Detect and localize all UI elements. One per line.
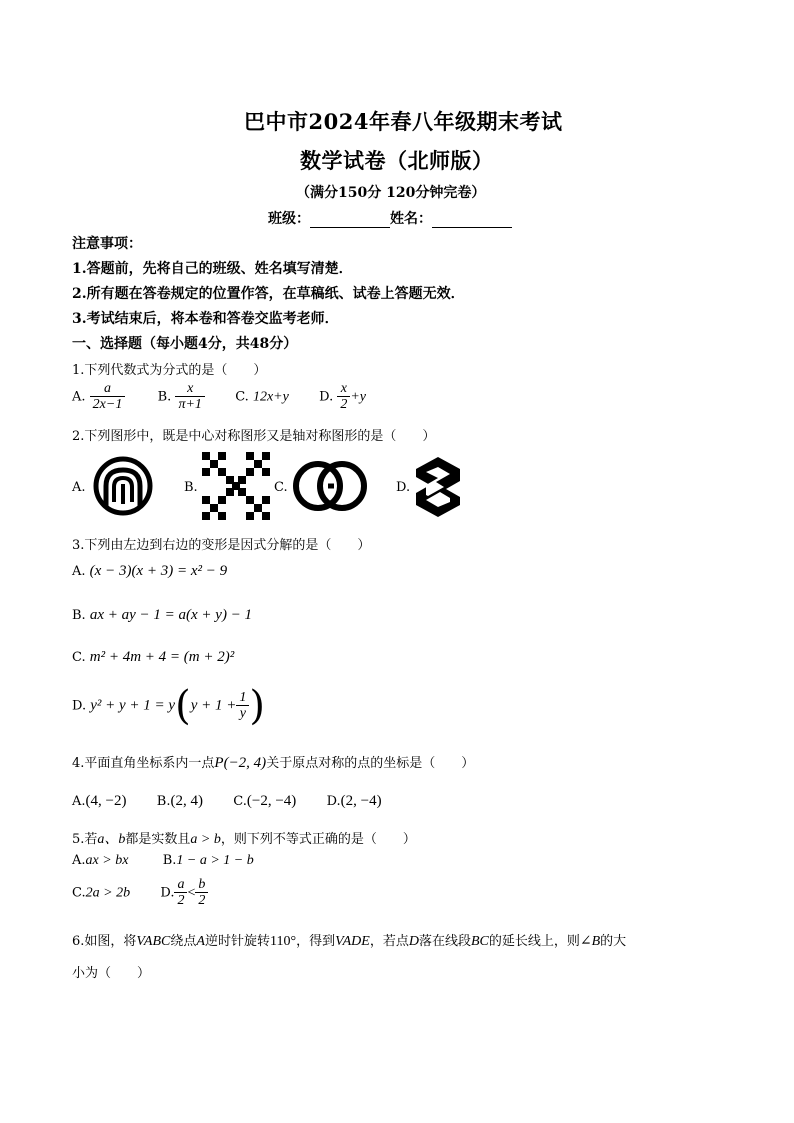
vars-ab: a、b [97, 832, 126, 847]
paren-close: ) [249, 683, 265, 729]
option-label: B. [157, 389, 172, 405]
option-4a: (4, −2) [85, 793, 127, 809]
option-label: D. [319, 389, 334, 405]
less-than: < [187, 885, 196, 901]
option-label: A. [72, 853, 86, 868]
option-label: B. [72, 608, 86, 623]
section-heading: 一、选择题（每小题4分，共48分） [72, 336, 298, 352]
hexagon-s-icon [414, 455, 462, 519]
exam-subject: 数学试卷（北师版） [300, 148, 494, 173]
interlocked-g-icon [292, 458, 368, 514]
option-5a: ax > bx [85, 853, 129, 868]
question-1-stem: 1.下列代数式为分式的是（ ） [72, 363, 267, 378]
angle-110: 110° [269, 934, 297, 949]
option-label: A. [72, 389, 86, 405]
notes-heading: 注意事项： [72, 236, 142, 252]
name-label: 姓名： [390, 211, 432, 227]
option-label: A. [72, 480, 86, 495]
question-5-stem: 5.若a、b都是实数且a > b，则下列不等式正确的是（ ） [72, 832, 416, 847]
question-1-options [72, 381, 366, 413]
fraction-5d-left: $\frac{a}{2}$ [174, 877, 187, 909]
point-a: A [196, 934, 205, 949]
name-blank [432, 213, 512, 228]
point-p: P(−2, 4) [214, 755, 267, 771]
note-item: 2.所有题在答卷规定的位置作答，在草稿纸、试卷上答题无效． [72, 286, 465, 302]
question-4-options [72, 793, 382, 810]
option-label: B. [156, 794, 171, 809]
question-3-option-c [72, 649, 234, 666]
option-label: D. [72, 698, 87, 714]
option-label: D. [326, 794, 341, 809]
question-3-stem: 3.下列由左边到右边的变形是因式分解的是（ ） [72, 538, 371, 553]
option-label: D. [396, 480, 411, 495]
paren-open: ( [175, 683, 191, 729]
expr-3d-inner: y + 1 + [190, 697, 237, 714]
expr-3b: ax + ay − 1 = a(x + y) − 1 [89, 607, 253, 623]
expr-d-tail: +y [350, 389, 367, 405]
question-2-stem: 2.下列图形中，既是中心对称图形又是轴对称图形的是（ ） [72, 429, 436, 444]
option-label: D. [160, 885, 175, 901]
question-3-option-b [72, 607, 252, 624]
segment-bc: BC [470, 934, 489, 949]
option-label: C. [72, 885, 86, 901]
option-label: C. [72, 650, 86, 665]
class-name-line [268, 208, 512, 228]
class-blank [310, 213, 390, 228]
point-d: D [408, 934, 419, 949]
question-5-row2 [72, 877, 208, 909]
option-4b: (2, 4) [170, 793, 203, 809]
exam-title: 巴中市2024年春八年级期末考试 [244, 109, 563, 134]
option-5c: 2a > 2b [85, 885, 131, 901]
fraction-3d: $\frac{1}{y}$ [236, 690, 249, 722]
option-label: A. [72, 794, 86, 809]
option-4d: (2, −4) [340, 793, 382, 809]
angle-b: ∠B [579, 934, 601, 949]
option-label: C. [274, 480, 288, 495]
triangle-ade: VADE [335, 934, 370, 949]
question-3-option-d [72, 683, 265, 729]
expr-c: 12x+y [252, 389, 289, 405]
condition: a > b [190, 832, 221, 847]
exam-info: （满分150分 120分钟完卷） [296, 185, 486, 201]
expr-3c: m² + 4m + 4 = (m + 2)² [89, 649, 235, 665]
option-label: C. [233, 794, 247, 809]
question-3-option-a [72, 563, 227, 580]
fraction-a: $\frac{a}{2x-1}$ [90, 381, 126, 413]
option-label: B. [184, 480, 198, 495]
question-4-stem: 4.平面直角坐标系内一点P(−2, 4)关于原点对称的点的坐标是（ ） [72, 755, 475, 771]
expr-3d-left: y² + y + 1 = y [90, 697, 176, 714]
option-label: A. [72, 564, 86, 579]
option-4c: (−2, −4) [246, 793, 297, 809]
fraction-5d-right: $\frac{b}{2}$ [195, 877, 208, 909]
question-6-stem: 6.如图，将VABC绕点A逆时针旋转110°，得到VADE，若点D落在线段BC的延长线上，则∠B的大 [72, 934, 627, 949]
note-item: 1.答题前，先将自己的班级、姓名填写清楚． [72, 261, 353, 277]
emblem-a-icon [90, 456, 156, 516]
checker-pattern-icon [202, 452, 270, 520]
option-5b: 1 − a > 1 − b [176, 853, 254, 868]
fraction-d: $\frac{x}{2}$ [337, 381, 350, 413]
option-label: C. [235, 389, 249, 405]
triangle-abc: VABC [136, 934, 171, 949]
fraction-b: $\frac{x}{\pi+1}$ [175, 381, 204, 413]
option-label: B. [162, 853, 177, 868]
expr-3a: (x − 3)(x + 3) = x² − 9 [89, 563, 228, 579]
question-5-row1 [72, 853, 254, 869]
question-6-line2: 小为（ ） [72, 966, 151, 981]
note-item: 3.考试结束后，将本卷和答卷交监考老师． [72, 311, 339, 327]
class-label: 班级： [268, 211, 310, 227]
